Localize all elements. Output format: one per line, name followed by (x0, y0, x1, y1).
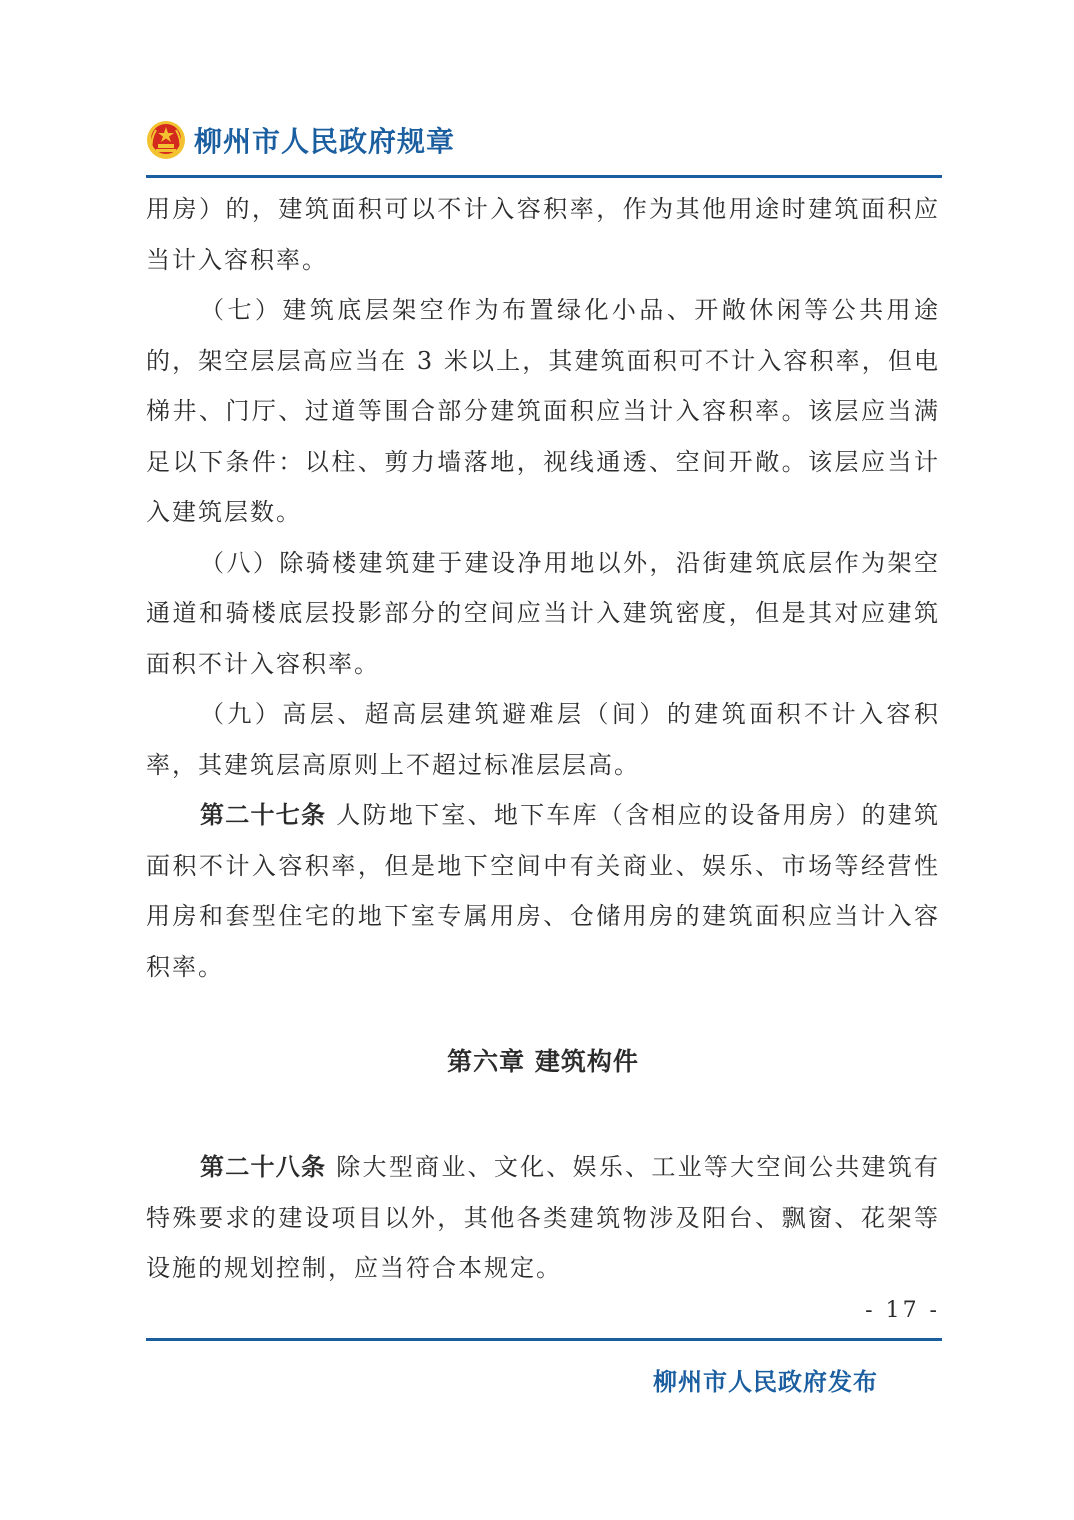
document-body (146, 184, 940, 992)
document-body-2 (146, 1142, 940, 1294)
footer-divider (146, 1338, 942, 1341)
article-27-text: 人防地下室、地下车库（含相应的设备用房）的建筑面积不计入容积率，但是地下空间中有关商业、娱乐、市场等经营性用房和套型住宅的地下室专属用房、仓储用房的建筑面积应当计入容积率。 (146, 801, 940, 981)
article-28 (146, 1142, 940, 1294)
article-27 (146, 790, 940, 992)
header-divider (146, 175, 942, 178)
chapter-heading: 第六章 建筑构件 (447, 1047, 639, 1076)
header-title: 柳州市人民政府规章 (194, 125, 456, 158)
document-header (146, 116, 455, 164)
paragraph-item-7: （七）建筑底层架空作为布置绿化小品、开敞休闲等公共用途的，架空层层高应当在 3 米以上，其建筑面积可不计入容积率，但电梯井、门厅、过道等围合部分建筑面积应当计入容积率。该层应当满足以下条件：以柱、剪力墙落地，视线通透、空间开敞。该层应当计入建筑层数。 (146, 296, 940, 526)
article-28-text: 除大型商业、文化、娱乐、工业等大空间公共建筑有特殊要求的建设项目以外，其他各类建筑物涉及阳台、飘窗、花架等设施的规划控制，应当符合本规定。 (146, 1153, 940, 1282)
article-28-number: 第二十八条 (200, 1153, 327, 1181)
paragraph-continued: 用房）的，建筑面积可以不计入容积率，作为其他用途时建筑面积应当计入容积率。 (146, 195, 940, 274)
paragraph-item-9: （九）高层、超高层建筑避难层（间）的建筑面积不计入容积率，其建筑层高原则上不超过标准层层高。 (146, 700, 940, 779)
footer-publisher: 柳州市人民政府发布 (653, 1368, 878, 1396)
article-27-number: 第二十七条 (200, 801, 327, 829)
paragraph-item-8: （八）除骑楼建筑建于建设净用地以外，沿街建筑底层作为架空通道和骑楼底层投影部分的空间应当计入建筑密度，但是其对应建筑面积不计入容积率。 (146, 548, 940, 678)
national-emblem-icon (146, 120, 186, 160)
page-number: - 17 - (865, 1298, 940, 1323)
